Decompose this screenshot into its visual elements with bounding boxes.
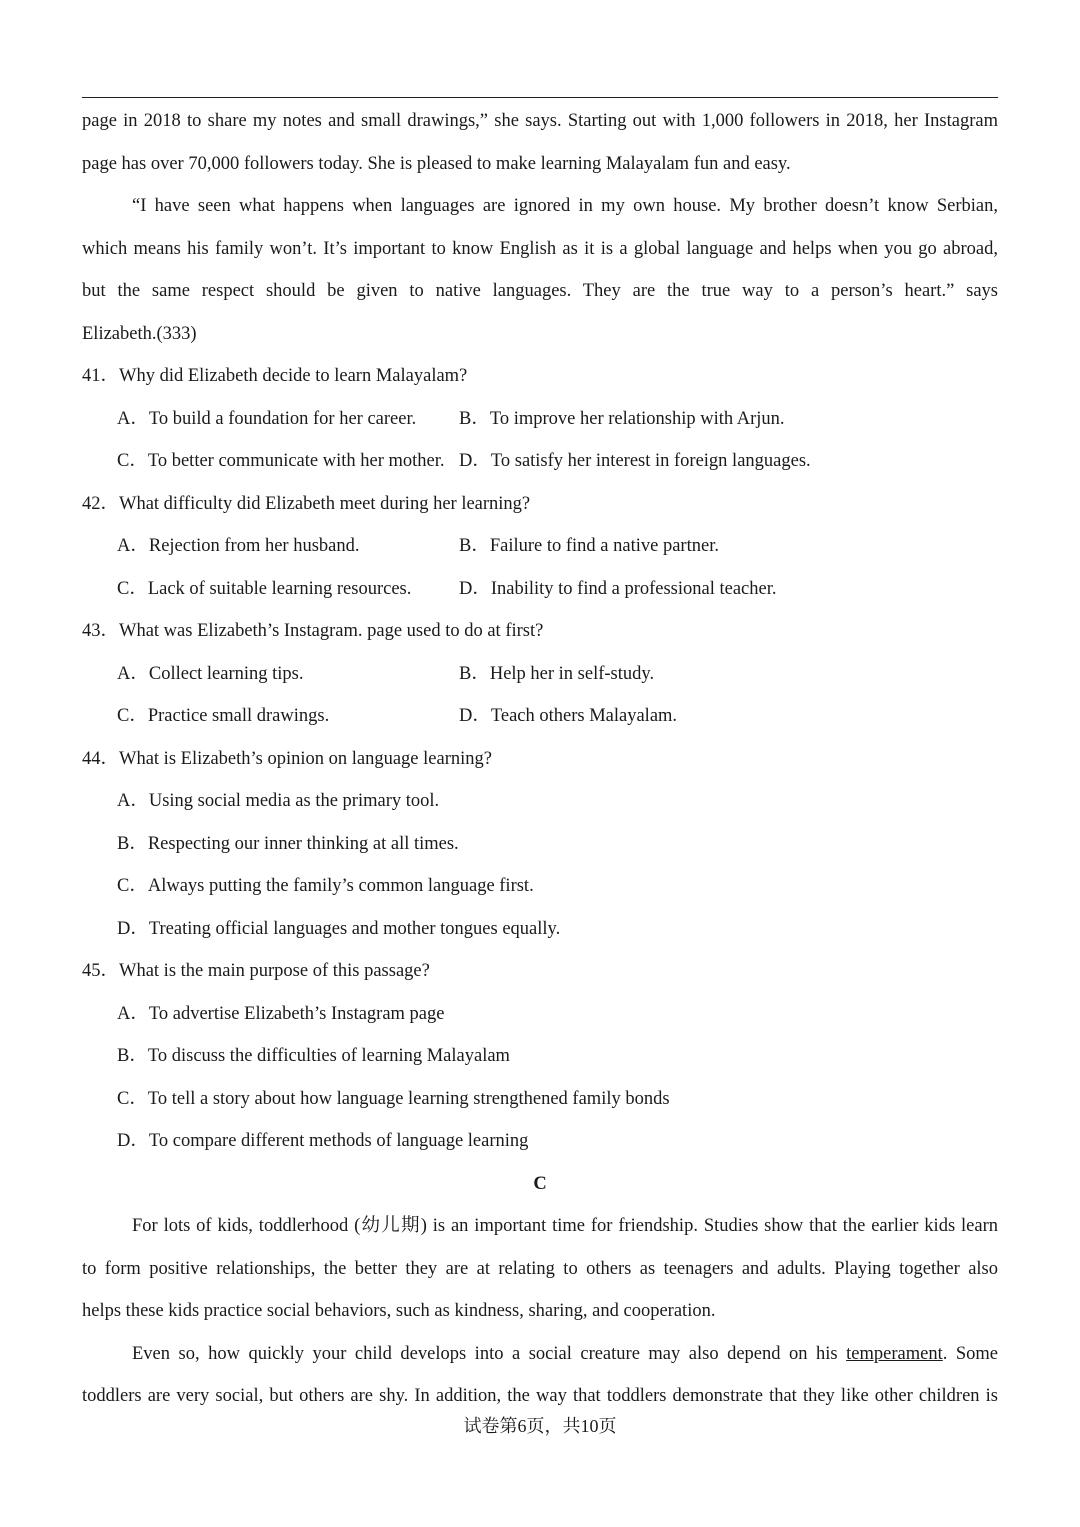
passage-b-line: page in 2018 to share my notes and small drawings,” she says. Starting out with 1,000 followers in 2018, her Instagram (82, 111, 998, 131)
passage-c-line: helps these kids practice social behaviors, such as kindness, sharing, and cooperation. (82, 1301, 716, 1321)
option: B．Failure to find a native partner. (459, 536, 719, 556)
question-stem: 43．What was Elizabeth’s Instagram. page used to do at first? (82, 621, 544, 641)
option: B．Respecting our inner thinking at all times. (117, 833, 459, 854)
option: C．To tell a story about how language learning strengthened family bonds (117, 1088, 670, 1109)
page-content (82, 100, 998, 1418)
passage-b-line: which means his family won’t. It’s important to know English as it is a global language and helps when you go abroad, (82, 238, 998, 259)
option-row (82, 695, 998, 738)
passage-c-line: to form positive relationships, the better they are at relating to others as teenagers and adults. Playing together also (82, 1258, 998, 1279)
passage-b-line: Elizabeth.(333) (82, 323, 197, 344)
passage-c-line: toddlers are very social, but others are shy. In addition, the way that toddlers demonstrate that they like other children is (82, 1386, 998, 1406)
option: D．Treating official languages and mother tongues equally. (117, 918, 561, 939)
option: C．Practice small drawings. (117, 706, 330, 726)
option: A．To build a foundation for her career. (117, 408, 417, 429)
passage-b-line: “I have seen what happens when languages are ignored in my own house. My brother doesn’t know Serbian, (132, 196, 998, 216)
option: A．To advertise Elizabeth’s Instagram page (117, 1003, 445, 1024)
passage-c-line (82, 1333, 998, 1376)
option: D．To compare different methods of language learning (117, 1131, 529, 1151)
option: D．To satisfy her interest in foreign languages. (459, 451, 811, 471)
option: B．To improve her relationship with Arjun. (459, 408, 785, 429)
underlined-word: temperament (846, 1343, 943, 1364)
option: C．Lack of suitable learning resources. (117, 578, 412, 599)
question-stem: 42．What difficulty did Elizabeth meet during her learning? (82, 493, 531, 514)
option: B．Help her in self-study. (459, 663, 655, 684)
option: C．To better communicate with her mother. (117, 451, 445, 471)
option: D．Teach others Malayalam. (459, 706, 678, 726)
passage-c-line: For lots of kids, toddlerhood (幼儿期) is an important time for friendship. Studies show that the earlier kids learn (132, 1216, 998, 1236)
option-row (82, 568, 998, 611)
option: A．Using social media as the primary tool. (117, 791, 440, 811)
option: A．Collect learning tips. (117, 663, 304, 684)
option: D．Inability to find a professional teacher. (459, 578, 777, 599)
option-row (82, 653, 998, 696)
text-span: Even so, how quickly your child develops into a social creature may also depend on his (132, 1343, 838, 1364)
option-row (82, 525, 998, 568)
option: A．Rejection from her husband. (117, 536, 360, 556)
option: C．Always putting the family’s common language first. (117, 876, 534, 896)
option-row (82, 440, 998, 483)
question-stem: 45．What is the main purpose of this passage? (82, 961, 430, 981)
question-stem: 44．What is Elizabeth’s opinion on language learning? (82, 748, 492, 769)
question-stem: 41．Why did Elizabeth decide to learn Malayalam? (82, 366, 468, 386)
header-rule (82, 97, 998, 98)
page-footer: 试卷第6页，共10页 (463, 1416, 617, 1436)
passage-b-line: but the same respect should be given to native languages. They are the true way to a person’s heart.” says (82, 281, 998, 301)
passage-b-line: page has over 70,000 followers today. She is pleased to make learning Malayalam fun and easy. (82, 153, 791, 174)
text-span: . Some (942, 1343, 999, 1364)
section-heading: C (533, 1173, 547, 1194)
option-row (82, 398, 998, 441)
option: B．To discuss the difficulties of learning Malayalam (117, 1046, 510, 1066)
